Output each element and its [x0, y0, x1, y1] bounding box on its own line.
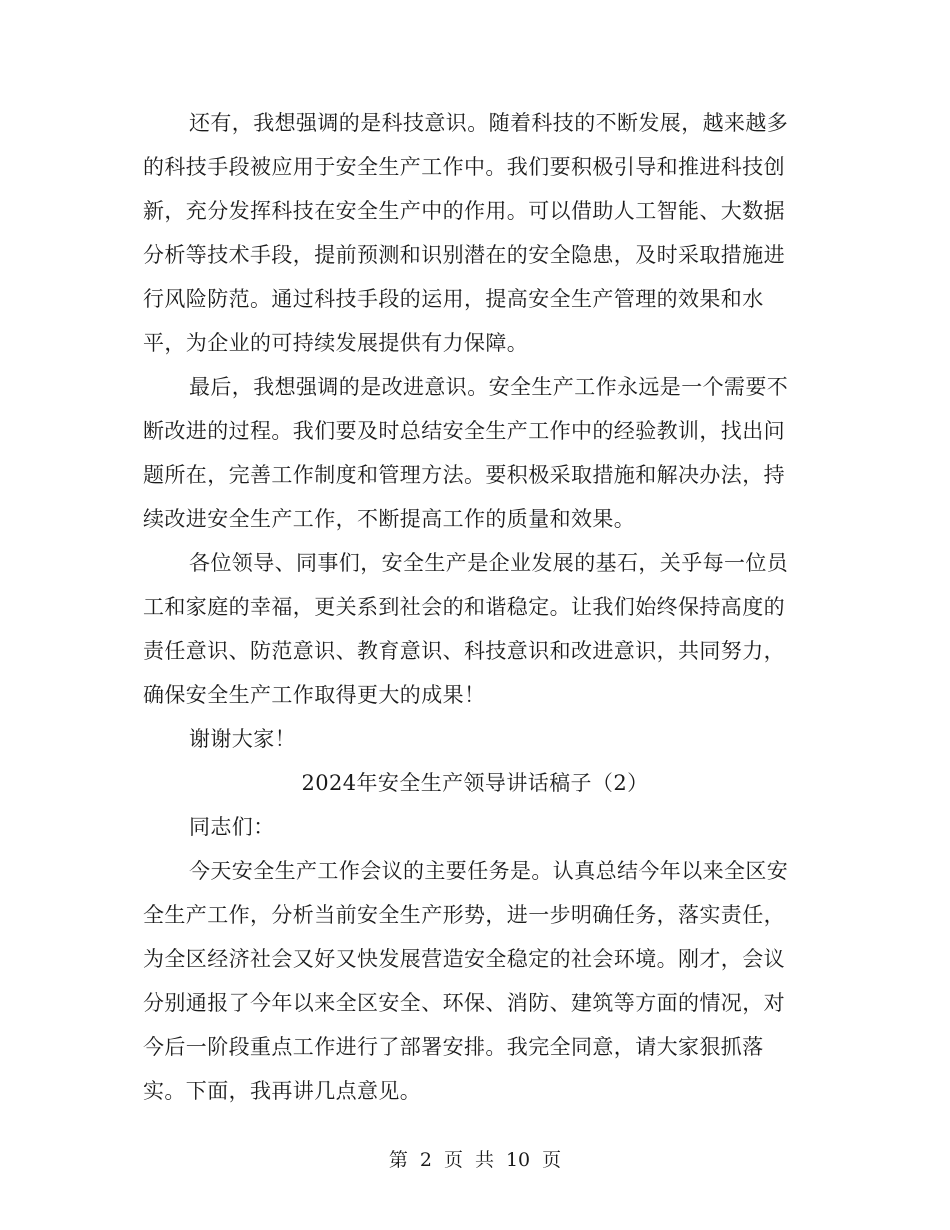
paragraph-line: 平，为企业的可持续发展提供有力保障。: [143, 331, 529, 355]
paragraph-line: 还有，我想强调的是科技意识。随着科技的不断发展，越来越多: [189, 111, 789, 135]
section-title: 2024年安全生产领导讲话稿子（2）: [301, 771, 649, 795]
paragraph-line: 工和家庭的幸福，更关系到社会的和谐稳定。让我们始终保持高度的: [143, 595, 785, 619]
current-page-number: 2: [419, 1149, 432, 1171]
footer-suffix: 页: [542, 1149, 562, 1171]
paragraph-line: 责任意识、防范意识、教育意识、科技意识和改进意识，共同努力，: [143, 639, 785, 663]
document-body: [143, 101, 807, 1113]
paragraph-line: 分析等技术手段，提前预测和识别潜在的安全隐患，及时采取措施进: [143, 243, 785, 267]
paragraph-line: 题所在，完善工作制度和管理方法。要积极采取措施和解决办法，持: [143, 463, 785, 487]
paragraph-line: 的科技手段被应用于安全生产工作中。我们要积极引导和推进科技创: [143, 155, 785, 179]
paragraph-line: 确保安全生产工作取得更大的成果！: [143, 683, 486, 707]
closing-line: 谢谢大家！: [189, 727, 296, 751]
paragraph-line: 断改进的过程。我们要及时总结安全生产工作中的经验教训，找出问: [143, 419, 785, 443]
paragraph-line: 今后一阶段重点工作进行了部署安排。我完全同意，请大家狠抓落: [143, 1035, 764, 1059]
page-footer: [0, 1146, 950, 1174]
paragraph-line: 为全区经济社会又好又快发展营造安全稳定的社会环境。刚才，会议: [143, 947, 785, 971]
paragraph-line: 分别通报了今年以来全区安全、环保、消防、建筑等方面的情况，对: [143, 991, 785, 1015]
paragraph-line: 实。下面，我再讲几点意见。: [143, 1079, 422, 1103]
salutation-line: 同志们：: [189, 815, 275, 839]
footer-prefix: 第: [388, 1149, 408, 1171]
total-pages-number: 10: [505, 1149, 531, 1171]
footer-page-label: 页: [443, 1149, 463, 1171]
paragraph-line: 最后，我想强调的是改进意识。安全生产工作永远是一个需要不: [189, 375, 789, 399]
paragraph-line: 行风险防范。通过科技手段的运用，提高安全生产管理的效果和水: [143, 287, 764, 311]
paragraph-line: 续改进安全生产工作，不断提高工作的质量和效果。: [143, 507, 636, 531]
paragraph-line: 各位领导、同事们，安全生产是企业发展的基石，关乎每一位员: [189, 551, 789, 575]
paragraph-line: 今天安全生产工作会议的主要任务是。认真总结今年以来全区安: [189, 859, 789, 883]
paragraph-line: 全生产工作，分析当前安全生产形势，进一步明确任务，落实责任，: [143, 903, 785, 927]
paragraph-line: 新，充分发挥科技在安全生产中的作用。可以借助人工智能、大数据: [143, 199, 785, 223]
footer-total-label: 共: [474, 1149, 494, 1171]
